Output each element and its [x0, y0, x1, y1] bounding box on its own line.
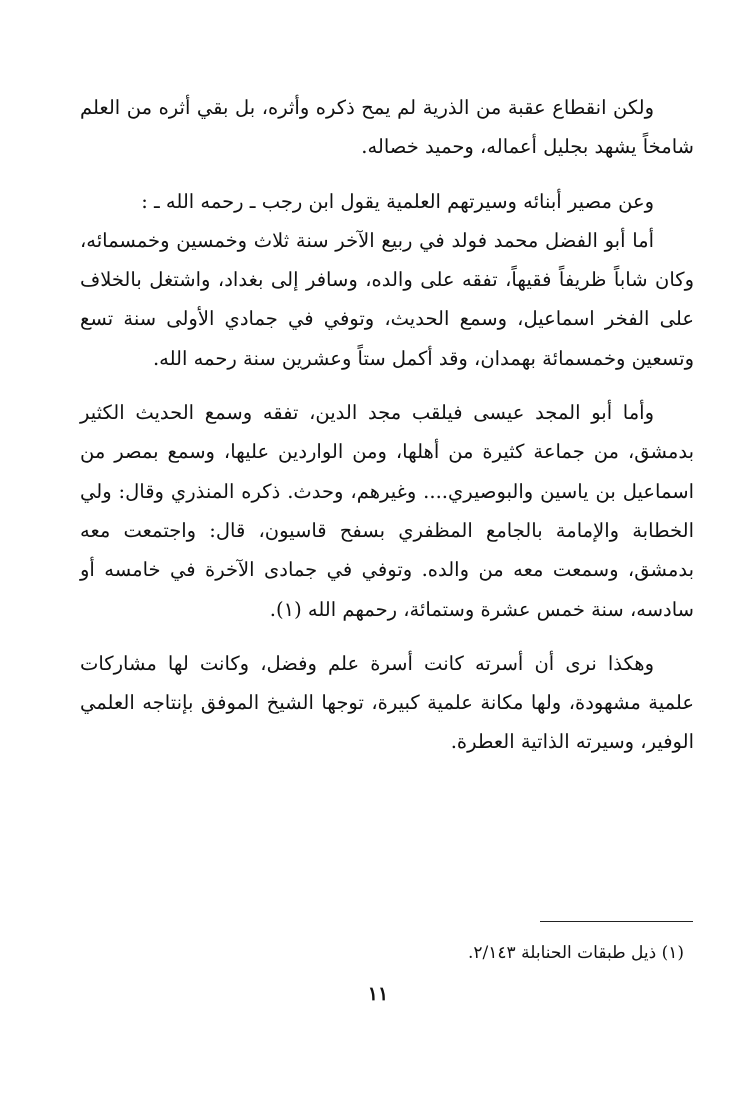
paragraph-4-text: وأما أبو المجد عيسى فيلقب مجد الدين، تفقه وسمع الحديث الكثير بدمشق، من جماعة كثيرة من أهلها، ومن الواردين عليها، وسمع بمصر من اسماعيل بن ياسين والبوصيري.... وغيرهم، وحدث. ذكره المنذري وقال: ولي الخطابة والإمامة بالجامع المظفري بسفح قاسيون، قال: واجتمعت معه بدمشق، وسمعت معه من والده. وتوفي في جمادى الآخرة في خامسه أو سادسه، سنة خمس عشرة وستمائة، رحمهم الله [80, 401, 694, 621]
paragraph-4 [80, 393, 694, 629]
paragraph-1: ولكن انقطاع عقبة من الذرية لم يمح ذكره وأثره، بل بقي أثره من العلم شامخاً يشهد بجليل أعماله، وحميد خصاله. [80, 96, 694, 159]
paragraph-5: وهكذا نرى أن أسرته كانت أسرة علم وفضل، وكانت لها مشاركات علمية مشهودة، ولها مكانة علمية كبيرة، توجها الشيخ الموفق بإنتاجه العلمي الوفير، وسيرته الذاتية العطرة. [80, 651, 694, 754]
body-text [80, 88, 694, 762]
footnote-divider [540, 921, 693, 922]
paragraph-3: أما أبو الفضل محمد فولد في ربيع الآخر سنة ثلاث وخمسين وخمسمائه، وكان شاباً ظريفاً فقيهاً، تفقه على والده، وسافر إلى بغداد، واشتغل بالخلاف على الفخر اسماعيل، وسمع الحديث، وتوفي في جمادي الأولى سنة تسع وتسعين وخمسمائة بهمدان، وقد أكمل ستاً وعشرين سنة رحمه الله. [80, 228, 694, 370]
footnote-reference: (١). [269, 597, 302, 621]
page-number: ١١ [367, 983, 389, 1005]
paragraph-2: وعن مصير أبنائه وسيرتهم العلمية يقول ابن رجب ـ رحمه الله ـ : [141, 189, 654, 213]
footnote: (١) ذيل طبقات الحنابلة ٢/١٤٣. [468, 943, 684, 963]
